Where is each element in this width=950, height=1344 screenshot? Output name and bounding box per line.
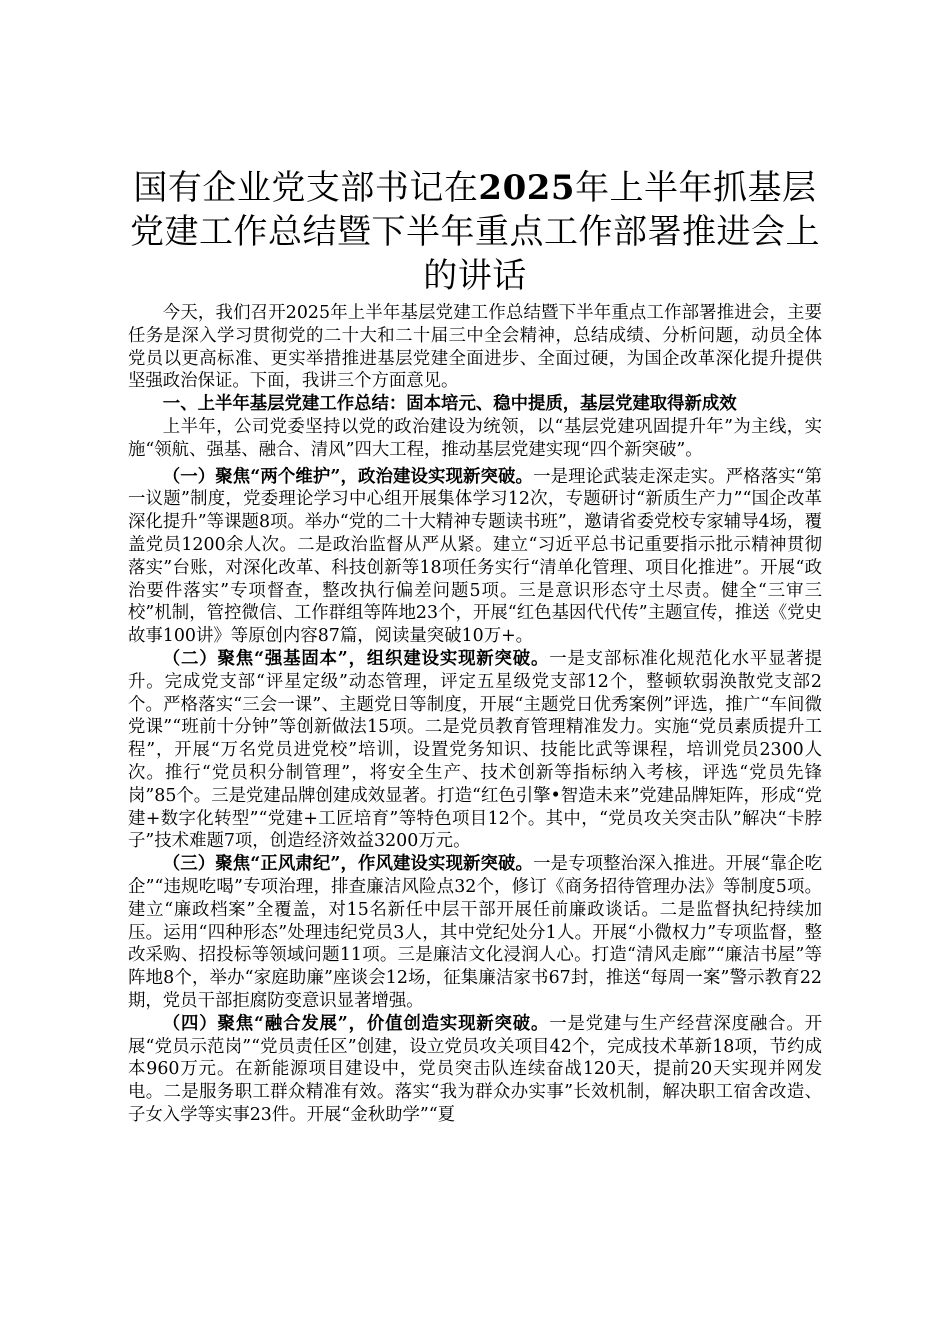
title-year: 2025 [478,168,576,208]
title-part1: 国有企业党支部书记在 [133,168,479,208]
intro-paragraph: 今天，我们召开2025年上半年基层党建工作总结暨下半年重点工作部署推进会，主要任务是深入学习贯彻党的二十大和二十届三中全会精神，总结成绩、分析问题，动员全体党员以更高标准、更实举措推进基层党建全面进步、全面过硬，为国企改革深化提升提供坚强政治保证。下面，我讲三个方面意见。 [128,303,822,392]
title-part2: 年上半年抓基层党建工作总结暨下半年重点工作部署推进会上的讲话 [130,168,820,296]
document-title [128,166,822,298]
section1-intro-paragraph: 上半年，公司党委坚持以党的政治建设为统领，以“基层党建巩固提升年”为主线，实施“领航、强基、融合、清风”四大工程，推动基层党建实现“四个新突破”。 [128,416,822,460]
point1-paragraph [128,466,822,648]
point2-body: 一是支部标准化规范化水平显著提升。完成党支部“评星定级”动态管理，评定五星级党支部12个，整顿软弱涣散党支部2个。严格落实“三会一课”、主题党日等制度，开展“主题党日优秀案例”评选，推广“车间微党课”“班前十分钟”等创新做法15项。二是党员教育管理精准发力。实施“党员素质提升工程”，开展“万名党员进党校”培训，设置党务知识、技能比武等课程，培训党员2300人次。推行“党员积分制管理”，将安全生产、技术创新等指标纳入考核，评选“党员先锋岗”85个。三是党建品牌创建成效显著。打造“红色引擎•智造未来”党建品牌矩阵，形成“党建+数字化转型”“党建+工匠培育”等特色项目12个。其中，“党员攻关突击队”解决“卡脖子”技术难题7项，创造经济效益3200万元。 [128,648,823,852]
point3-body: 一是专项整治深入推进。开展“靠企吃企”“违规吃喝”专项治理，排查廉洁风险点32个，修订《商务招待管理办法》等制度5项。建立“廉政档案”全覆盖，对15名新任中层干部开展任前廉政谈话。二是监督执纪持续加压。运用“四种形态”处理违纪党员3人，其中党纪处分1人。开展“小微权力”专项监督，整改采购、招投标等领域问题11项。三是廉洁文化浸润人心。打造“清风走廊”“廉洁书屋”等阵地8个，举办“家庭助廉”座谈会12场，征集廉洁家书67封，推送“每周一案”警示教育22期，党员干部拒腐防变意识显著增强。 [128,854,822,1011]
document-body [128,302,822,1127]
point1-body: 一是理论武装走深走实。严格落实“第一议题”制度，党委理论学习中心组开展集体学习12次，专题研讨“新质生产力”“国企改革深化提升”等课题8项。举办“党的二十大精神专题读书班”，邀请省委党校专家辅导4场，覆盖党员1200余人次。二是政治监督从严从紧。建立“习近平总书记重要指示批示精神贯彻落实”台账，对深化改革、科技创新等18项任务实行“清单化管理、项目化推进”。开展“政治要件落实”专项督查，整改执行偏差问题5项。三是意识形态守土尽责。健全“三审三校”机制，管控微信、工作群组等阵地23个，开展“红色基因代代传”主题宣传，推送《党史故事100讲》等原创内容87篇，阅读量突破10万+。 [128,466,822,647]
section1-heading: 一、上半年基层党建工作总结：固本培元、稳中提质，基层党建取得新成效 [162,394,737,415]
point3-paragraph [128,853,822,1013]
point1-lead: （一）聚焦“两个维护”，政治建设实现新突破。 [162,466,534,487]
point4-lead: （四）聚焦“融合发展”，价值创造实现新突破。 [162,1013,550,1034]
point2-paragraph [128,648,822,853]
point3-lead: （三）聚焦“正风肃纪”，作风建设实现新突破。 [162,854,534,875]
point4-paragraph [128,1013,822,1127]
point4-body: 一是党建与生产经营深度融合。开展“党员示范岗”“党员责任区”创建，设立党员攻关项目42个，完成技术革新18项，节约成本960万元。在新能源项目建设中，党员突击队连续奋战120天，提前20天实现并网发电。二是服务职工群众精准有效。落实“我为群众办实事”长效机制，解决职工宿舍改造、子女入学等实事23件。开展“金秋助学”“夏 [128,1013,822,1125]
point2-lead: （二）聚焦“强基固本”，组织建设实现新突破。 [162,648,550,669]
